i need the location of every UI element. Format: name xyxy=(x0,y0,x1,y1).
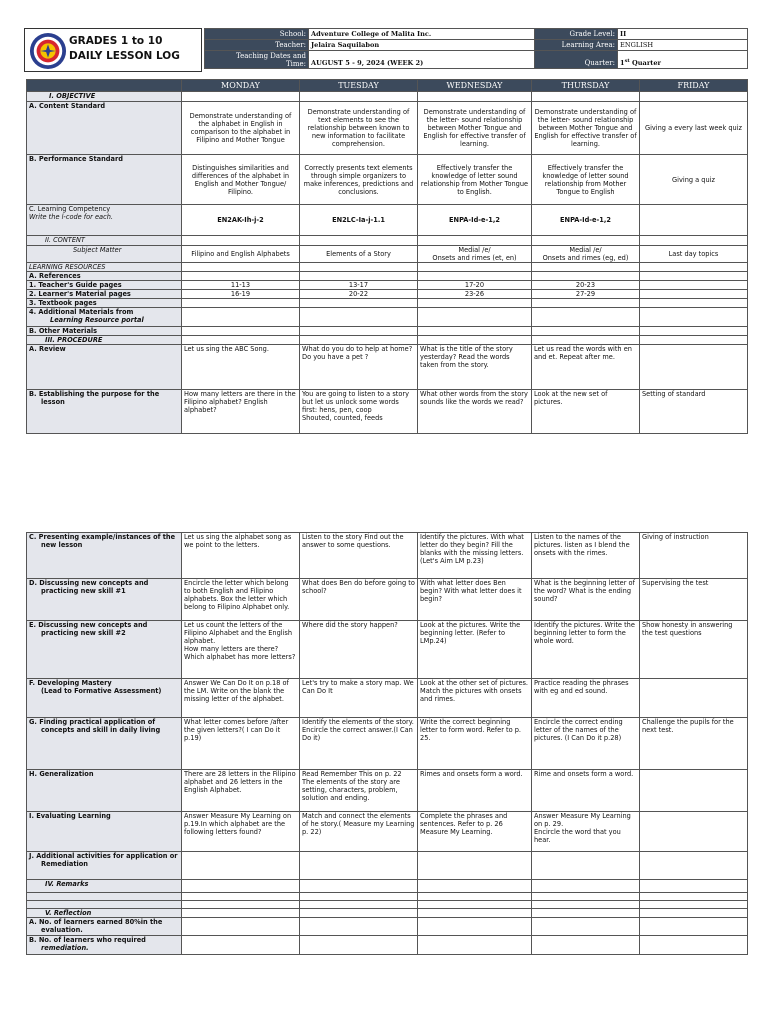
cell-evaluating-thu: Answer Measure My Learning on p. 29. Encircle the word that you hear. xyxy=(532,812,640,852)
lm-pages-label: 2. Learner's Material pages xyxy=(27,290,182,299)
remarks-heading: IV. Remarks xyxy=(27,880,182,893)
school-label: School: xyxy=(205,29,309,40)
table-row xyxy=(27,155,748,205)
content-heading: II. CONTENT xyxy=(27,236,182,246)
cell-generalization-wed: Rimes and onsets form a word. xyxy=(418,770,532,812)
cell-presenting-tue: Listen to the story Find out the answer to some questions. xyxy=(300,533,418,579)
cell-performance-mon: Distinguishes similarities and differences of the alphabet in English and Mother Tongue/ Filipino. xyxy=(182,155,300,205)
header-title-grades: GRADES 1 to 10 xyxy=(69,35,163,47)
school-value: Adventure College of Malita Inc. xyxy=(309,29,535,40)
dates-label: Teaching Dates and Time: xyxy=(205,51,309,69)
cell-competency-tue: EN2LC-Ia-j-1.1 xyxy=(300,205,418,236)
cell-lm-mon: 16-19 xyxy=(182,290,300,299)
cell-review-wed: What is the title of the story yesterday? Read the words taken from the story. xyxy=(418,345,532,390)
learning-resources-heading: LEARNING RESOURCES xyxy=(27,263,182,272)
cell-mastery-mon: Answer We Can Do It on p.18 of the LM. Write on the blank the missing letter of the alphabet. xyxy=(182,679,300,718)
table-row xyxy=(27,852,748,880)
cell-presenting-wed: Identify the pictures. With what letter do they begin? Fill the blanks with the missing letters. (Let's Aim LM p.23) xyxy=(418,533,532,579)
cell-application-mon: What letter comes before /after the given letters?( I can Do it p.19) xyxy=(182,718,300,770)
cell-mastery-wed: Look at the other set of pictures. Match the pictures with onsets and rimes. xyxy=(418,679,532,718)
area-label: Learning Area: xyxy=(535,40,618,51)
table-row xyxy=(27,533,748,579)
cell-competency-mon: EN2AK-Ih-j-2 xyxy=(182,205,300,236)
discussing1-label: D. Discussing new concepts and practicing new skill #1 xyxy=(27,579,182,621)
table-row xyxy=(27,936,748,955)
cell-discussing1-fri: Supervising the test xyxy=(640,579,748,621)
table-row xyxy=(27,290,748,299)
table-row xyxy=(27,102,748,155)
header-title-box xyxy=(24,28,202,72)
table-row xyxy=(27,812,748,852)
cell-content-standard-mon: Demonstrate understanding of the alphabet in English in comparison to the alphabet in Filipino and Mother Tongue xyxy=(182,102,300,155)
cell-competency-fri xyxy=(640,205,748,236)
cell-content-standard-fri: Giving a every last week quiz xyxy=(640,102,748,155)
cell-performance-tue: Correctly presents text elements through simple organizers to make inferences, predictions and conclusions. xyxy=(300,155,418,205)
cell-review-thu: Let us read the words with en and et. Repeat after me. xyxy=(532,345,640,390)
cell-evaluating-wed: Complete the phrases and sentences. Refer to p. 26 Measure My Learning. xyxy=(418,812,532,852)
cell-discussing1-tue: What does Ben do before going to school? xyxy=(300,579,418,621)
evaluating-label: I. Evaluating Learning xyxy=(27,812,182,852)
learners-80-label: A. No. of learners earned 80%in the evaluation. xyxy=(27,918,182,936)
teacher-label: Teacher: xyxy=(205,40,309,51)
lesson-table-page1 xyxy=(26,79,748,434)
lesson-table-page2 xyxy=(26,532,748,955)
reflection-heading: V. Reflection xyxy=(27,909,182,918)
cell-generalization-tue: Read Remember This on p. 22 The elements of the story are setting, characters, problem, solution and ending. xyxy=(300,770,418,812)
table-row xyxy=(27,205,748,236)
content-standard-label: A. Content Standard xyxy=(27,102,182,155)
cell-content-standard-thu: Demonstrate understanding of the letter- sound relationship between Mother Tongue and English for effective transfer of learning. xyxy=(532,102,640,155)
cell-evaluating-fri xyxy=(640,812,748,852)
table-row xyxy=(27,345,748,390)
cell-lm-fri xyxy=(640,290,748,299)
remediation-label: B. No. of learners who required remediation. xyxy=(27,936,182,955)
grade-label: Grade Level: xyxy=(535,29,618,40)
cell-application-tue: Identify the elements of the story. Encircle the correct answer.(I Can Do it) xyxy=(300,718,418,770)
quarter-value: 1st Quarter xyxy=(618,51,748,69)
table-row xyxy=(27,390,748,434)
cell-content-standard-wed: Demonstrate understanding of the letter- sound relationship between Mother Tongue and English for effective transfer of learning. xyxy=(418,102,532,155)
quarter-label: Quarter: xyxy=(535,51,618,69)
cell-purpose-tue: You are going to listen to a story but let us unlock some words first: hens, pen, coop Shouted, counted, feeds xyxy=(300,390,418,434)
cell-content-standard-tue: Demonstrate understanding of text elements to see the relationship between known to new information to facilitate comprehension. xyxy=(300,102,418,155)
header-info-table xyxy=(204,28,748,69)
performance-standard-label: B. Performance Standard xyxy=(27,155,182,205)
cell-discussing1-thu: What is the beginning letter of the word? What is the ending sound? xyxy=(532,579,640,621)
competency-label: C. Learning Competency Write the l-code for each. xyxy=(27,205,182,236)
day-friday: FRIDAY xyxy=(640,80,748,92)
cell-mastery-tue: Let's try to make a story map. We Can Do It xyxy=(300,679,418,718)
cell-performance-fri: Giving a quiz xyxy=(640,155,748,205)
cell-competency-wed: ENPA-Id-e-1,2 xyxy=(418,205,532,236)
cell-tg-mon: 11-13 xyxy=(182,281,300,290)
procedure-heading: III. PROCEDURE xyxy=(27,336,182,345)
table-row xyxy=(27,281,748,290)
cell-review-tue: What do you do to help at home? Do you have a pet ? xyxy=(300,345,418,390)
cell-review-mon: Let us sing the ABC Song. xyxy=(182,345,300,390)
cell-subject-thu: Medial /e/ Onsets and rimes (eg, ed) xyxy=(532,246,640,263)
day-thursday: THURSDAY xyxy=(532,80,640,92)
cell-discussing2-tue: Where did the story happen? xyxy=(300,621,418,679)
cell-competency-thu: ENPA-Id-e-1,2 xyxy=(532,205,640,236)
cell-application-fri: Challenge the pupils for the next test. xyxy=(640,718,748,770)
application-label: G. Finding practical application of concepts and skill in daily living xyxy=(27,718,182,770)
table-row xyxy=(27,246,748,263)
cell-discussing1-wed: With what letter does Ben begin? With what letter does it begin? xyxy=(418,579,532,621)
teacher-value: Jelaira Saquilabon xyxy=(309,40,535,51)
cell-generalization-mon: There are 28 letters in the Filipino alphabet and 26 letters in the English Alphabet. xyxy=(182,770,300,812)
other-materials-label: B. Other Materials xyxy=(27,327,182,336)
review-label: A. Review xyxy=(27,345,182,390)
additional-activities-label: J. Additional activities for application or Remediation xyxy=(27,852,182,880)
cell-tg-wed: 17-20 xyxy=(418,281,532,290)
cell-presenting-fri: Giving of instruction xyxy=(640,533,748,579)
area-value: ENGLISH xyxy=(618,40,748,51)
cell-purpose-fri: Setting of standard xyxy=(640,390,748,434)
discussing2-label: E. Discussing new concepts and practicing new skill #2 xyxy=(27,621,182,679)
cell-mastery-fri xyxy=(640,679,748,718)
cell-presenting-mon: Let us sing the alphabet song as we point to the letters. xyxy=(182,533,300,579)
cell-tg-tue: 13-17 xyxy=(300,281,418,290)
cell-subject-fri: Last day topics xyxy=(640,246,748,263)
cell-purpose-thu: Look at the new set of pictures. xyxy=(532,390,640,434)
generalization-label: H. Generalization xyxy=(27,770,182,812)
cell-performance-thu: Effectively transfer the knowledge of letter sound relationship from Mother Tongue to English xyxy=(532,155,640,205)
table-row xyxy=(27,918,748,936)
references-label: A. References xyxy=(27,272,182,281)
cell-purpose-mon: How many letters are there in the Filipino alphabet? English alphabet? xyxy=(182,390,300,434)
dates-value: AUGUST 5 - 9, 2024 (WEEK 2) xyxy=(309,51,535,69)
cell-generalization-fri xyxy=(640,770,748,812)
cell-lm-thu: 27-29 xyxy=(532,290,640,299)
additional-materials-label: 4. Additional Materials from Learning Resource portal xyxy=(27,308,182,327)
cell-purpose-wed: What other words from the story sounds like the words we read? xyxy=(418,390,532,434)
cell-discussing2-fri: Show honesty in answering the test questions xyxy=(640,621,748,679)
presenting-label: C. Presenting example/instances of the new lesson xyxy=(27,533,182,579)
cell-subject-wed: Medial /e/ Onsets and rimes (et, en) xyxy=(418,246,532,263)
table-row xyxy=(27,621,748,679)
mastery-label: F. Developing Mastery (Lead to Formative Assessment) xyxy=(27,679,182,718)
table-row xyxy=(27,579,748,621)
cell-application-thu: Encircle the correct ending letter of the names of the pictures. (I Can Do it p.28) xyxy=(532,718,640,770)
cell-review-fri xyxy=(640,345,748,390)
day-wednesday: WEDNESDAY xyxy=(418,80,532,92)
cell-application-wed: Write the correct beginning letter to form word. Refer to p. 25. xyxy=(418,718,532,770)
table-row xyxy=(27,679,748,718)
cell-subject-tue: Elements of a Story xyxy=(300,246,418,263)
cell-lm-tue: 20-22 xyxy=(300,290,418,299)
cell-presenting-thu: Listen to the names of the pictures. listen as I blend the onsets with the rimes. xyxy=(532,533,640,579)
deped-seal-icon xyxy=(29,32,67,70)
day-monday: MONDAY xyxy=(182,80,300,92)
subject-matter-label: Subject Matter xyxy=(27,246,182,263)
cell-tg-thu: 20-23 xyxy=(532,281,640,290)
cell-evaluating-tue: Match and connect the elements of he story.( Measure my Learning p. 22) xyxy=(300,812,418,852)
header-title-dll: DAILY LESSON LOG xyxy=(69,50,180,62)
table-row xyxy=(27,718,748,770)
tg-pages-label: 1. Teacher's Guide pages xyxy=(27,281,182,290)
textbook-pages-label: 3. Textbook pages xyxy=(27,299,182,308)
cell-discussing2-wed: Look at the pictures. Write the beginning letter. (Refer to LMp.24) xyxy=(418,621,532,679)
cell-mastery-thu: Practice reading the phrases with eg and ed sound. xyxy=(532,679,640,718)
cell-discussing1-mon: Encircle the letter which belong to both English and Filipino alphabets. Box the letter which belong to Filipino Alphabet only. xyxy=(182,579,300,621)
cell-performance-wed: Effectively transfer the knowledge of letter sound relationship from Mother Tongue to English. xyxy=(418,155,532,205)
purpose-label: B. Establishing the purpose for the lesson xyxy=(27,390,182,434)
grade-value: II xyxy=(618,29,748,40)
day-tuesday: TUESDAY xyxy=(300,80,418,92)
table-row xyxy=(27,770,748,812)
cell-evaluating-mon: Answer Measure My Learning on p.19.In which alphabet are the following letters found? xyxy=(182,812,300,852)
cell-discussing2-mon: Let us count the letters of the Filipino Alphabet and the English alphabet. How many letters are there? Which alphabet has more letters? xyxy=(182,621,300,679)
days-header-row xyxy=(27,80,748,92)
cell-discussing2-thu: Identify the pictures. Write the beginning letter to form the whole word. xyxy=(532,621,640,679)
objective-heading: I. OBJECTIVE xyxy=(27,92,182,102)
cell-lm-wed: 23-26 xyxy=(418,290,532,299)
cell-tg-fri xyxy=(640,281,748,290)
cell-subject-mon: Filipino and English Alphabets xyxy=(182,246,300,263)
cell-generalization-thu: Rime and onsets form a word. xyxy=(532,770,640,812)
